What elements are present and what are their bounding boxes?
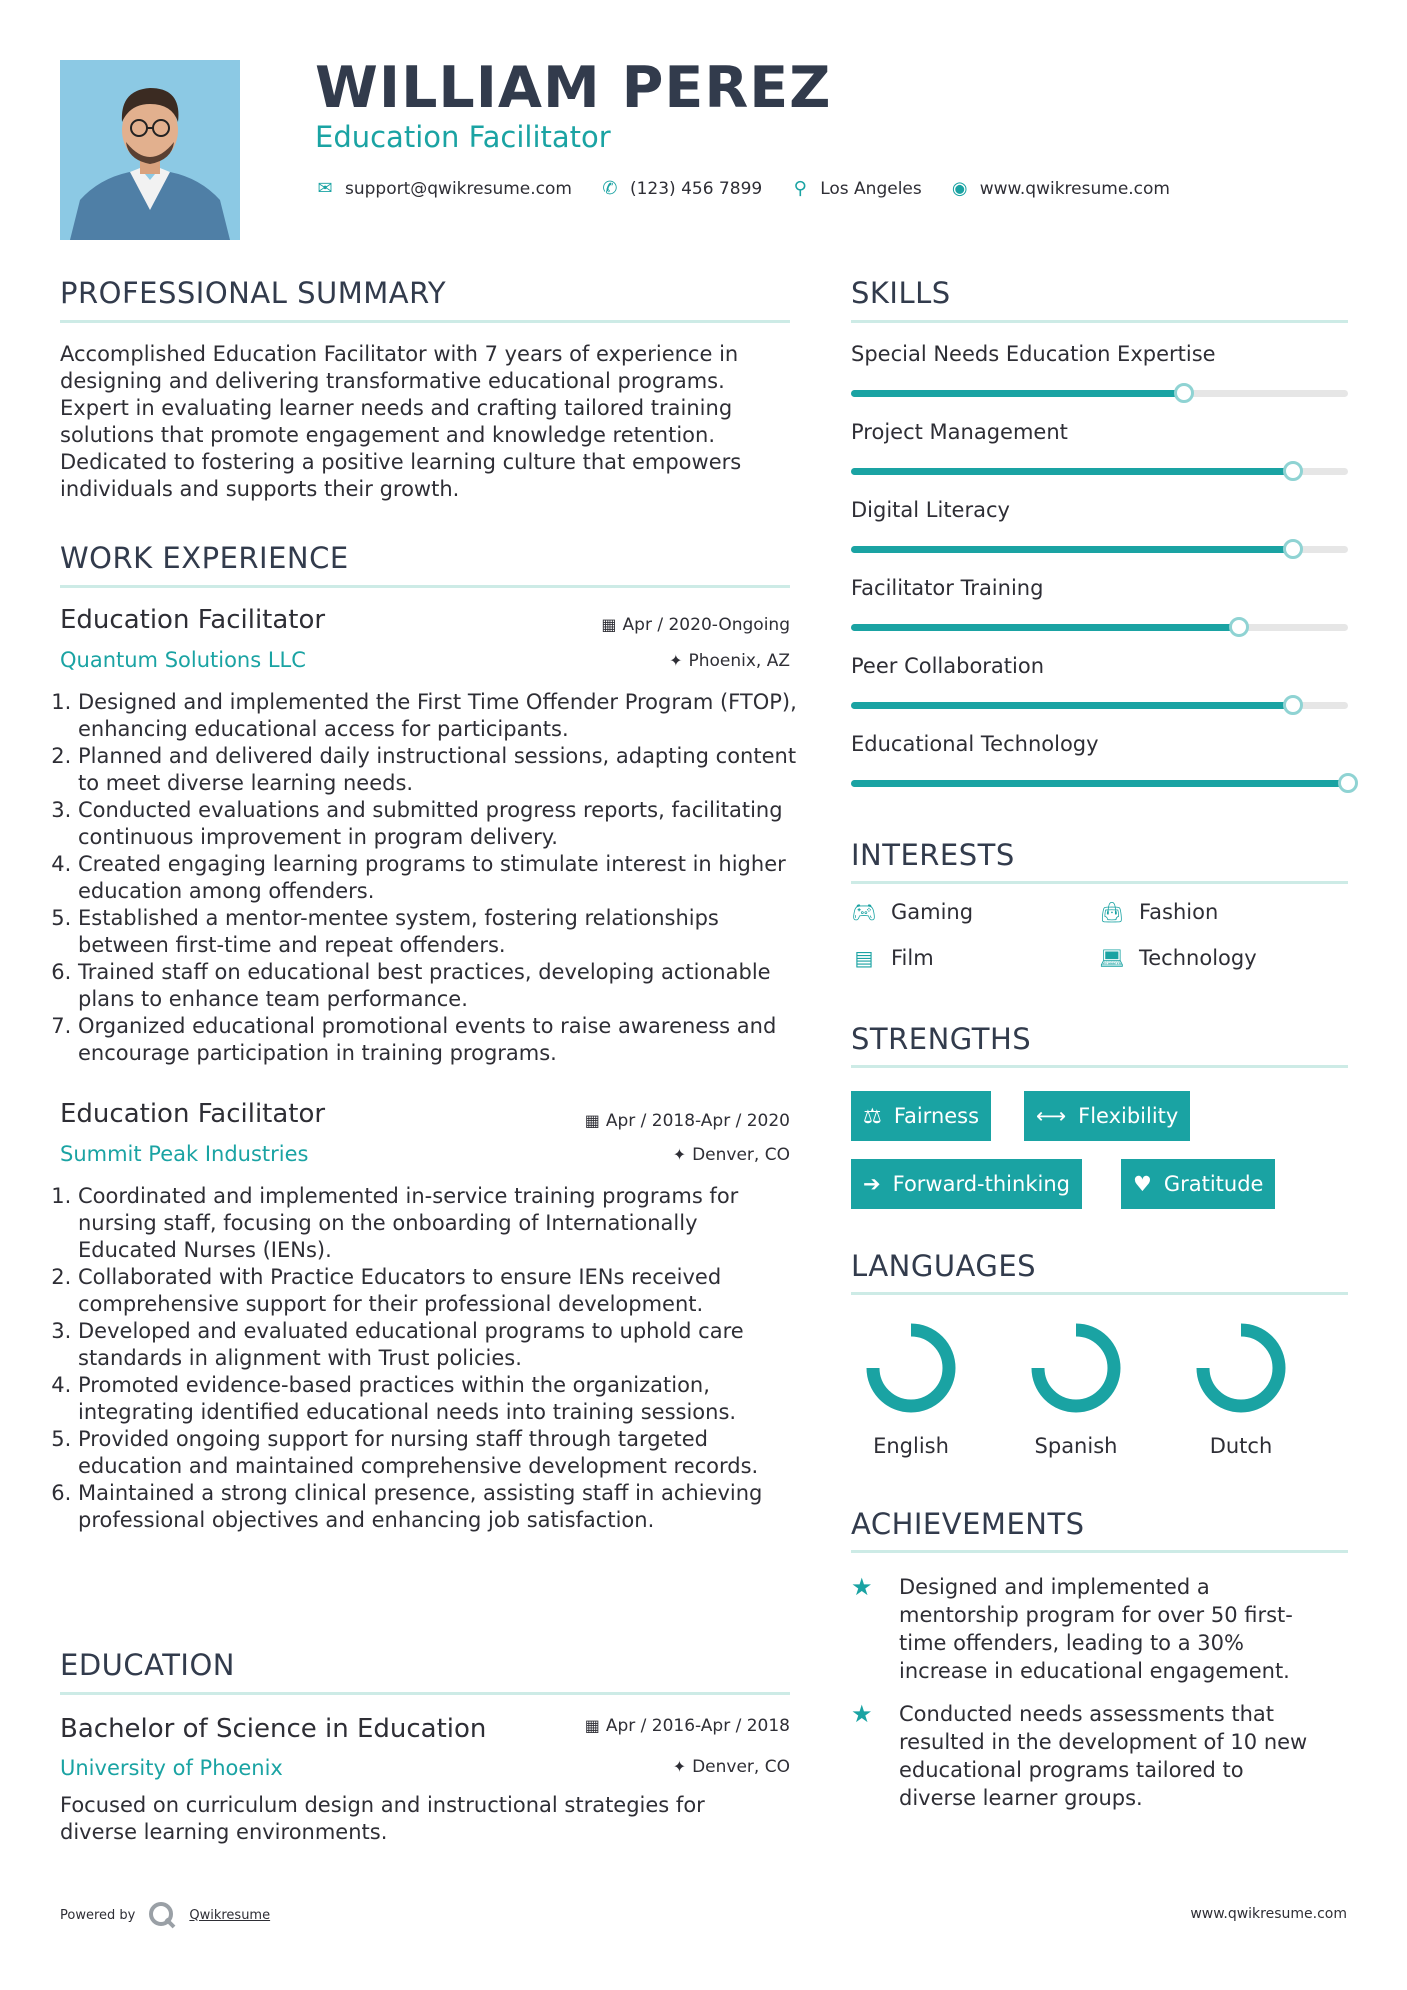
language-level-arc [1038, 1330, 1114, 1406]
education-location-text: Denver, CO [692, 1757, 790, 1777]
skill-bar-track [851, 702, 1348, 709]
language-level-ring [1181, 1318, 1301, 1418]
strength-label: Fairness [893, 1104, 980, 1128]
skills-title: SKILLS [851, 276, 951, 310]
footer-powered-by [60, 1900, 270, 1930]
language-level-arc [1203, 1330, 1279, 1406]
heart-icon: ♥ [1133, 1172, 1152, 1196]
education-divider [60, 1692, 790, 1695]
skill-bar-track [851, 624, 1348, 631]
job-title: Education Facilitator [60, 1099, 326, 1129]
education-line: Focused on curriculum design and instructional strategies for [60, 1793, 705, 1817]
achievement-line: time offenders, leading to a 30% [899, 1631, 1244, 1655]
star-award-icon: ★ [851, 1700, 873, 1728]
summary-line: designing and delivering transformative educational programs. [60, 369, 725, 393]
duty-item: 3. Developed and evaluated educational programs to uphold care standards in alignment with Trust policies. [78, 1318, 800, 1372]
pushpin-icon: ✦ [672, 1145, 687, 1164]
shopping-bag-icon: 👜︎ [1099, 900, 1125, 924]
job-location [673, 1145, 790, 1165]
achievement-line: Designed and implemented a [899, 1575, 1210, 1599]
balance-scale-icon: ⚖ [863, 1104, 882, 1128]
skill-item [851, 342, 1348, 366]
language-label: Spanish [1034, 1434, 1118, 1458]
strengths-title: STRENGTHS [851, 1022, 1032, 1056]
job-location-text: Phoenix, AZ [688, 651, 790, 671]
skill-bar-knob [1283, 695, 1303, 715]
skill-label: Facilitator Training [851, 576, 1044, 600]
achievement-item [851, 1573, 1348, 1685]
duty-item: 2. Collaborated with Practice Educators to ensure IENs received comprehensive support for their professional development. [78, 1264, 800, 1318]
skill-bar-knob [1338, 773, 1358, 793]
phone-icon: ✆ [602, 178, 618, 199]
powered-by-label: Powered by [60, 1907, 136, 1923]
interests-title: INTERESTS [851, 838, 1015, 872]
skill-item [851, 732, 1348, 756]
skill-bar-fill [851, 468, 1293, 475]
education-line: diverse learning environments. [60, 1820, 388, 1844]
skill-label: Special Needs Education Expertise [851, 342, 1216, 366]
languages-divider [851, 1292, 1348, 1295]
duty-item: 1. Coordinated and implemented in-service training programs for nursing staff, focusing on the onboarding of Internationally Educated Nurses (IENs). [78, 1183, 800, 1264]
language-item [1016, 1318, 1136, 1458]
globe-icon: ◉ [951, 178, 968, 199]
duty-item: 4. Created engaging learning programs to stimulate interest in higher education among offenders. [78, 851, 800, 905]
contact-email[interactable]: support@qwikresume.com [345, 178, 572, 199]
skill-label: Digital Literacy [851, 498, 1010, 522]
skill-bar-track [851, 468, 1348, 475]
interest-label: Film [891, 946, 934, 970]
strength-label: Flexibility [1078, 1104, 1179, 1128]
achievement-line: diverse learner groups. [899, 1786, 1143, 1810]
job-dates [601, 615, 790, 635]
strength-badge [1024, 1091, 1190, 1141]
skill-item [851, 498, 1348, 522]
avatar [60, 60, 240, 240]
interest-label: Fashion [1139, 900, 1219, 924]
achievement-line: mentorship program for over 50 first- [899, 1603, 1293, 1627]
job-dates [585, 1111, 790, 1131]
footer-site[interactable]: www.qwikresume.com [1190, 1906, 1347, 1922]
summary-title: PROFESSIONAL SUMMARY [60, 276, 447, 310]
envelope-icon: ✉ [317, 178, 333, 199]
duty-item: 6. Maintained a strong clinical presence, assisting staff in achieving professional objectives and enhancing job satisfaction. [78, 1480, 800, 1534]
arrow-right-icon: ➔ [863, 1172, 881, 1196]
interest-label: Technology [1139, 946, 1257, 970]
summary-line: Accomplished Education Facilitator with 7 years of experience in [60, 342, 739, 366]
summary-line: Dedicated to fostering a positive learning culture that empowers [60, 450, 742, 474]
education-dates [585, 1716, 790, 1736]
experience-title: WORK EXPERIENCE [60, 541, 349, 575]
calendar-icon: ▦ [584, 1716, 600, 1735]
achievement-line: increase in educational engagement. [899, 1659, 1290, 1683]
summary-line: individuals and supports their growth. [60, 477, 460, 501]
skill-bar-knob [1283, 539, 1303, 559]
contact-location: Los Angeles [820, 178, 922, 199]
language-label: Dutch [1209, 1434, 1273, 1458]
interest-label: Gaming [891, 900, 974, 924]
skill-bar-track [851, 780, 1348, 787]
duty-item: 3. Conducted evaluations and submitted progress reports, facilitating continuous improvement in program delivery. [78, 797, 800, 851]
gamepad-icon: 🎮︎ [851, 900, 877, 924]
interest-item [851, 946, 934, 970]
pushpin-icon: ✦ [672, 1757, 687, 1776]
skill-bar-knob [1229, 617, 1249, 637]
skill-label: Educational Technology [851, 732, 1099, 756]
language-level-ring [851, 1318, 971, 1418]
pushpin-icon: ✦ [669, 651, 683, 670]
brand-link[interactable]: Qwikresume [189, 1907, 271, 1923]
language-label: English [873, 1434, 949, 1458]
achievement-item [851, 1700, 1348, 1812]
strength-label: Forward-thinking [892, 1172, 1070, 1196]
skill-bar-fill [851, 546, 1293, 553]
laptop-icon: 💻︎ [1099, 946, 1125, 970]
achievement-text [899, 1573, 1293, 1685]
strength-badge [1121, 1159, 1275, 1209]
contact-website[interactable]: www.qwikresume.com [979, 178, 1170, 199]
job-duties [60, 689, 800, 1067]
skill-item [851, 654, 1348, 678]
experience-divider [60, 585, 790, 588]
duty-item: 7. Organized educational promotional events to raise awareness and encourage participation in training programs. [78, 1013, 800, 1067]
skill-bar-knob [1283, 461, 1303, 481]
language-item [851, 1318, 971, 1458]
arrows-horizontal-icon: ⟷ [1036, 1104, 1067, 1128]
skill-bar-fill [851, 702, 1293, 709]
qwikresume-logo-icon [147, 1900, 177, 1930]
summary-divider [60, 320, 790, 323]
calendar-icon: ▦ [601, 615, 617, 634]
job-dates-text: Apr / 2020-Ongoing [622, 615, 790, 635]
education-location [673, 1757, 790, 1777]
job-dates-text: Apr / 2018-Apr / 2020 [605, 1111, 790, 1131]
film-icon: ▤ [854, 946, 874, 970]
language-level-ring [1016, 1318, 1136, 1418]
education-title: EDUCATION [60, 1648, 236, 1682]
star-award-icon: ★ [851, 1573, 873, 1601]
job-location [669, 651, 790, 671]
strength-badge [851, 1159, 1082, 1209]
achievements-divider [851, 1550, 1348, 1553]
candidate-role: Education Facilitator [315, 120, 611, 154]
job-duties [60, 1183, 800, 1534]
duty-item: 4. Promoted evidence-based practices within the organization, integrating identified educational needs into training sessions. [78, 1372, 800, 1426]
map-marker-icon: ⚲ [793, 178, 807, 199]
candidate-name: WILLIAM PEREZ [315, 55, 832, 121]
summary-text [60, 341, 800, 503]
job-location-text: Denver, CO [692, 1145, 790, 1165]
achievement-line: Conducted needs assessments that [899, 1702, 1274, 1726]
duty-item: 5. Established a mentor-mentee system, fostering relationships between first-time and repeat offenders. [78, 905, 800, 959]
skill-item [851, 576, 1348, 600]
job-company: Quantum Solutions LLC [60, 648, 306, 672]
achievement-text [899, 1700, 1307, 1812]
calendar-icon: ▦ [584, 1111, 600, 1130]
skill-item [851, 420, 1348, 444]
skill-bar-fill [851, 390, 1184, 397]
duty-item: 5. Provided ongoing support for nursing staff through targeted education and maintained comprehensive development records. [78, 1426, 800, 1480]
summary-line: Expert in evaluating learner needs and crafting tailored training [60, 396, 733, 420]
education-dates-text: Apr / 2016-Apr / 2018 [605, 1716, 790, 1736]
skill-bar-track [851, 546, 1348, 553]
contact-bar [315, 178, 1188, 199]
skill-bar-fill [851, 780, 1348, 787]
skill-bar-fill [851, 624, 1239, 631]
duty-item: 2. Planned and delivered daily instructional sessions, adapting content to meet diverse learning needs. [78, 743, 800, 797]
school-name: University of Phoenix [60, 1756, 283, 1780]
education-description [60, 1792, 800, 1846]
skills-divider [851, 320, 1348, 323]
duty-item: 6. Trained staff on educational best practices, developing actionable plans to enhance team performance. [78, 959, 800, 1013]
languages-list [851, 1318, 1348, 1468]
achievement-line: educational programs tailored to [899, 1758, 1244, 1782]
skill-label: Peer Collaboration [851, 654, 1045, 678]
interest-item [1099, 946, 1257, 970]
strength-badge [851, 1091, 991, 1141]
language-level-arc [873, 1330, 949, 1406]
profile-photo [60, 60, 240, 240]
strengths-divider [851, 1065, 1348, 1068]
language-item [1181, 1318, 1301, 1458]
degree-title: Bachelor of Science in Education [60, 1714, 487, 1744]
strength-label: Gratitude [1163, 1172, 1264, 1196]
summary-line: solutions that promote engagement and knowledge retention. [60, 423, 715, 447]
skill-bar-track [851, 390, 1348, 397]
skill-bar-knob [1174, 383, 1194, 403]
duty-item: 1. Designed and implemented the First Time Offender Program (FTOP), enhancing educational access for participants. [78, 689, 800, 743]
job-company: Summit Peak Industries [60, 1142, 309, 1166]
job-title: Education Facilitator [60, 605, 326, 635]
languages-title: LANGUAGES [851, 1249, 1037, 1283]
interest-item [1099, 900, 1218, 924]
interests-divider [851, 881, 1348, 884]
achievement-line: resulted in the development of 10 new [899, 1730, 1308, 1754]
contact-phone[interactable]: (123) 456 7899 [629, 178, 763, 199]
interest-item [851, 900, 973, 924]
skill-label: Project Management [851, 420, 1068, 444]
achievements-title: ACHIEVEMENTS [851, 1507, 1085, 1541]
